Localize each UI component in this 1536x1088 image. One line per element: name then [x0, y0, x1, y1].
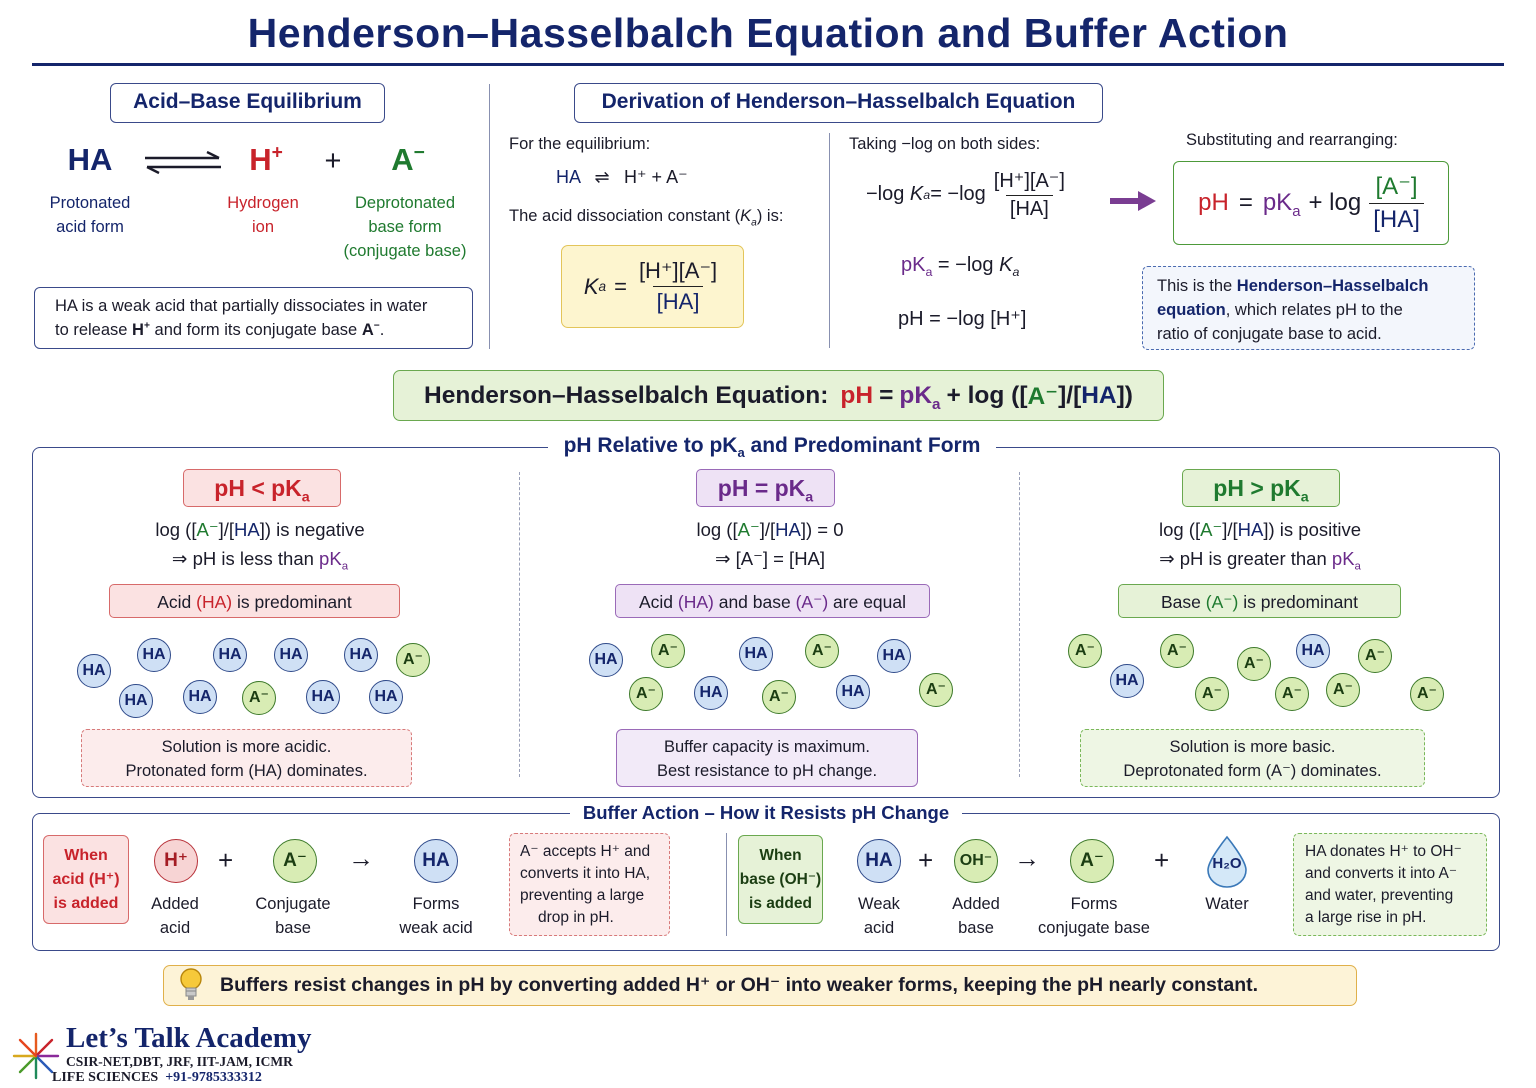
derivation-ka-sentence: The acid dissociation constant $(K_a)$ is: [509, 207, 784, 229]
academy-exams: CSIR-NET,DBT, JRF, IIT-JAM, ICMR [66, 1054, 293, 1069]
case-neutral-note: Buffer capacity is maximum. Best resistance to pH change. [616, 729, 918, 787]
hh-banner: Henderson–Hasselbalch Equation: pH = $pK_a$ + log ([ A⁻ ]/[ HA ]) [393, 370, 1164, 421]
molecule-a: A⁻ [1237, 647, 1271, 681]
final-equation-box: pH = $pK_a$ + log $\frac{[A^-]}{[HA]}$ [1173, 161, 1449, 245]
buffer-oh-ion: OH⁻ [954, 839, 998, 883]
molecule-a: A⁻ [1160, 634, 1194, 668]
case-neutral-implication: ⇒ [A⁻] = [HA] [714, 548, 826, 569]
molecule-ha: HA [183, 680, 217, 714]
molecule-a: A⁻ [1358, 639, 1392, 673]
equilibrium-arrow-icon [143, 151, 223, 175]
molecule-ha: HA [119, 684, 153, 718]
equilibrium-ha: HA [67, 142, 113, 177]
hh-info-note: This is the Henderson–Hasselbalch equation, which relates pH to the ratio of conjugate base to acid. [1142, 266, 1475, 350]
relative-section-title: pH Relative to $pK_a$ and Predominant Form [548, 434, 996, 458]
molecule-a: A⁻ [1410, 677, 1444, 711]
derivation-equilibrium: HA ⇌ H⁺ + A⁻ [556, 167, 688, 187]
case-basic-head: pH > $pK_a$ [1182, 469, 1340, 507]
added-acid-label: Added acid [151, 895, 199, 937]
buffer-divider [726, 833, 727, 936]
water-label: Water [1205, 895, 1249, 913]
title-divider [32, 63, 1504, 66]
buffer-section-title: Buffer Action – How it Resists pH Change [570, 802, 962, 824]
case-basic-note: Solution is more basic. Deprotonated form (A⁻) dominates. [1080, 729, 1425, 787]
molecule-a: A⁻ [1068, 634, 1102, 668]
a-label: Deprotonated base form (conjugate base) [343, 194, 467, 260]
case-divider-1 [519, 472, 520, 777]
molecule-a: A⁻ [396, 643, 430, 677]
buffer-base-plus: + [918, 845, 934, 875]
forms-weak-acid-label: Forms weak acid [399, 895, 473, 937]
taking-log-text: Taking −log on both sides: [849, 135, 1041, 153]
derivation-for-equilibrium: For the equilibrium: [509, 135, 651, 153]
molecule-a: A⁻ [919, 673, 953, 707]
conj-base-label: Conjugate base [255, 895, 331, 937]
case-divider-2 [1019, 472, 1020, 777]
molecule-a: A⁻ [762, 680, 796, 714]
h-label: Hydrogen ion [227, 194, 299, 236]
water-formula: H₂O [1212, 855, 1242, 872]
molecule-a: A⁻ [651, 634, 685, 668]
forms-conj-base-label: Forms conjugate base [1038, 895, 1150, 937]
section-divider [489, 84, 490, 349]
molecule-ha: HA [739, 637, 773, 671]
academy-contact: LIFE SCIENCES +91-9785333312 [52, 1070, 262, 1085]
case-acidic-implication: ⇒ pH is less than $pK_a$ [171, 548, 349, 573]
case-neutral-pill: Acid (HA) and base (A⁻) are equal [615, 584, 930, 618]
molecule-a: A⁻ [1275, 677, 1309, 711]
equilibrium-title: Acid–Base Equilibrium [110, 83, 385, 123]
buffer-h-ion: H⁺ [154, 839, 198, 883]
derivation-divider [829, 133, 830, 348]
buffer-conj-base: A⁻ [273, 839, 317, 883]
molecule-ha: HA [1296, 634, 1330, 668]
lightbulb-icon [178, 967, 204, 1004]
buffer-acid-plus: + [218, 845, 234, 875]
case-basic-log: log ([A⁻]/[HA]) is positive [1158, 519, 1362, 540]
molecule-ha: HA [77, 654, 111, 688]
case-acidic-pill: Acid (HA) is predominant [109, 584, 400, 618]
molecule-ha: HA [694, 676, 728, 710]
molecule-ha: HA [306, 680, 340, 714]
base-mechanism-note: HA donates H⁺ to OH⁻ and converts it into A⁻ and water, preventing a large rise in pH. [1293, 833, 1487, 936]
case-basic-implication: ⇒ pH is greater than $pK_a$ [1159, 548, 1361, 573]
case-acidic-log: log ([A⁻]/[HA]) is negative [155, 519, 365, 540]
ph-definition: pH = −log [H⁺] [898, 308, 1027, 330]
acid-added-tag: When acid (H⁺) is added [43, 835, 129, 924]
added-base-label: Added base [952, 895, 1000, 937]
buffer-ha: HA [857, 839, 901, 883]
equilibrium-conjugate-base: A− [391, 142, 425, 177]
derivation-title: Derivation of Henderson–Hasselbalch Equation [574, 83, 1103, 123]
case-neutral-head: pH = $pK_a$ [696, 469, 835, 507]
academy-name: Let’s Talk Academy [66, 1022, 312, 1054]
molecule-a: A⁻ [242, 681, 276, 715]
ka-expression-box: K a = $\frac{[H^+][A^-]}{[HA]}$ [561, 245, 744, 328]
buffer-base-arrow: → [1014, 843, 1040, 873]
case-neutral-log: log ([A⁻]/[HA]) = 0 [696, 519, 844, 540]
base-added-tag: When base (OH⁻) is added [738, 835, 823, 924]
molecule-ha: HA [589, 643, 623, 677]
molecule-ha: HA [877, 639, 911, 673]
molecule-ha: HA [369, 680, 403, 714]
molecule-ha: HA [836, 675, 870, 709]
molecule-a: A⁻ [1326, 673, 1360, 707]
molecule-ha: HA [137, 638, 171, 672]
case-basic-pill: Base (A⁻) is predominant [1118, 584, 1401, 618]
summary-text: Buffers resist changes in pH by converting added H⁺ or OH⁻ into weaker forms, keeping the pH nearly constant. [220, 974, 1259, 996]
equilibrium-plus: + [324, 145, 342, 177]
substituting-text: Substituting and rearranging: [1186, 131, 1398, 149]
buffer-water-plus: + [1154, 845, 1170, 875]
buffer-a-product: A⁻ [1070, 839, 1114, 883]
page-title: Henderson–Hasselbalch Equation and Buffer Action [247, 10, 1289, 56]
molecule-ha: HA [1110, 664, 1144, 698]
weak-acid-label: Weak acid [858, 895, 900, 937]
molecule-ha: HA [213, 638, 247, 672]
molecule-a: A⁻ [629, 677, 663, 711]
pka-definition: $pK_a = -\log$ $K_a$ [901, 254, 1020, 279]
acid-mechanism-note: A⁻ accepts H⁺ and converts it into HA, preventing a large drop in pH. [509, 833, 670, 936]
buffer-acid-arrow: → [348, 843, 374, 873]
molecule-ha: HA [274, 638, 308, 672]
buffer-weak-acid: HA [414, 839, 458, 883]
molecule-a: A⁻ [1195, 677, 1229, 711]
case-acidic-head: pH < $pK_a$ [183, 469, 341, 507]
rearrange-arrow-icon [1108, 189, 1158, 213]
ha-label: Protonated acid form [49, 194, 131, 236]
log-equation: −log K a = −log $\frac{[H^+][A^-]}{[HA]}$ [866, 170, 1065, 220]
equilibrium-note: HA is a weak acid that partially dissociates in water to release H+ and form its conjugate base A−. [34, 287, 473, 349]
equilibrium-hydrogen: H+ [249, 142, 283, 177]
molecule-ha: HA [344, 638, 378, 672]
case-acidic-note: Solution is more acidic. Protonated form (HA) dominates. [81, 729, 412, 787]
molecule-a: A⁻ [805, 634, 839, 668]
